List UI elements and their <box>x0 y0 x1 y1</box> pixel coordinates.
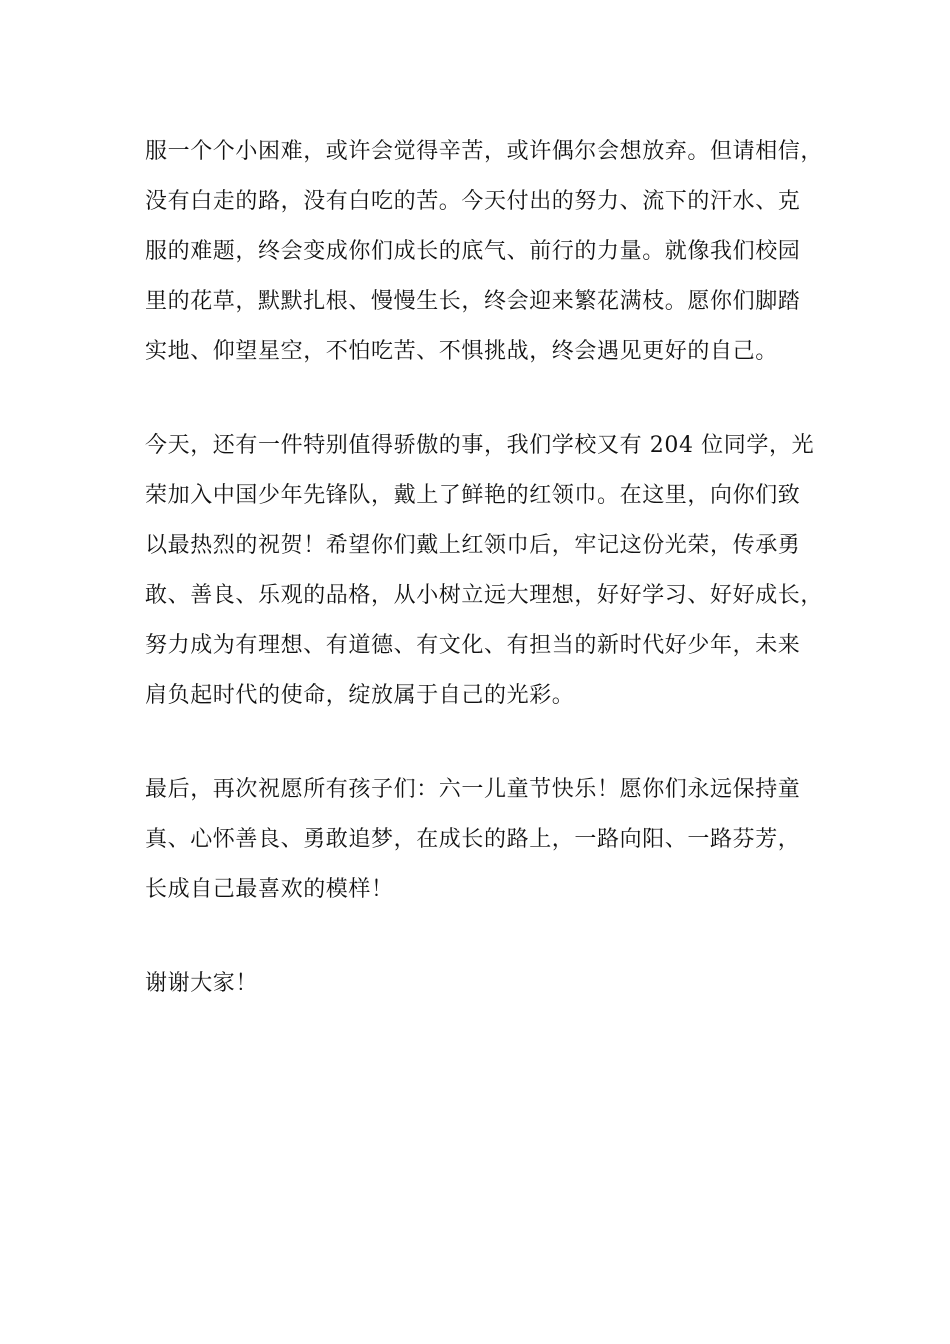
paragraph-4 <box>145 959 835 1009</box>
paragraph-2 <box>145 421 835 721</box>
text-line: 服的难题，终会变成你们成长的底气、前行的力量。就像我们校园 <box>145 239 801 264</box>
text-line: 长成自己最喜欢的模样！ <box>145 877 394 902</box>
text-line: 真、心怀善良、勇敢追梦，在成长的路上，一路向阳、一路芬芳， <box>145 827 801 852</box>
document-body <box>145 127 835 1009</box>
text-line: 里的花草，默默扎根、慢慢生长，终会迎来繁花满枝。愿你们脚踏 <box>145 289 801 314</box>
text-line: 谢谢大家！ <box>145 971 259 996</box>
paragraph-spacer <box>145 915 835 959</box>
text-line: 没有白走的路，没有白吃的苦。今天付出的努力、流下的汗水、克 <box>145 189 801 214</box>
text-line: 以最热烈的祝贺！希望你们戴上红领巾后，牢记这份光荣，传承勇 <box>145 533 801 558</box>
paragraph-spacer <box>145 721 835 765</box>
text-line: 荣加入中国少年先锋队，戴上了鲜艳的红领巾。在这里，向你们致 <box>145 483 801 508</box>
text-line: 实地、仰望星空，不怕吃苦、不惧挑战，终会遇见更好的自己。 <box>145 339 778 364</box>
paragraph-3 <box>145 765 835 915</box>
text-line: 敢、善良、乐观的品格，从小树立远大理想，好好学习、好好成长， <box>145 583 824 608</box>
text-line: 今天，还有一件特别值得骄傲的事，我们学校又有 204 位同学，光 <box>145 433 815 458</box>
text-line: 努力成为有理想、有道德、有文化、有担当的新时代好少年，未来 <box>145 633 801 658</box>
text-line: 最后，再次祝愿所有孩子们：六一儿童节快乐！愿你们永远保持童 <box>145 777 801 802</box>
paragraph-1 <box>145 127 835 377</box>
text-line: 服一个个小困难，或许会觉得辛苦，或许偶尔会想放弃。但请相信， <box>145 139 824 164</box>
paragraph-spacer <box>145 377 835 421</box>
text-line: 肩负起时代的使命，绽放属于自己的光彩。 <box>145 683 575 708</box>
